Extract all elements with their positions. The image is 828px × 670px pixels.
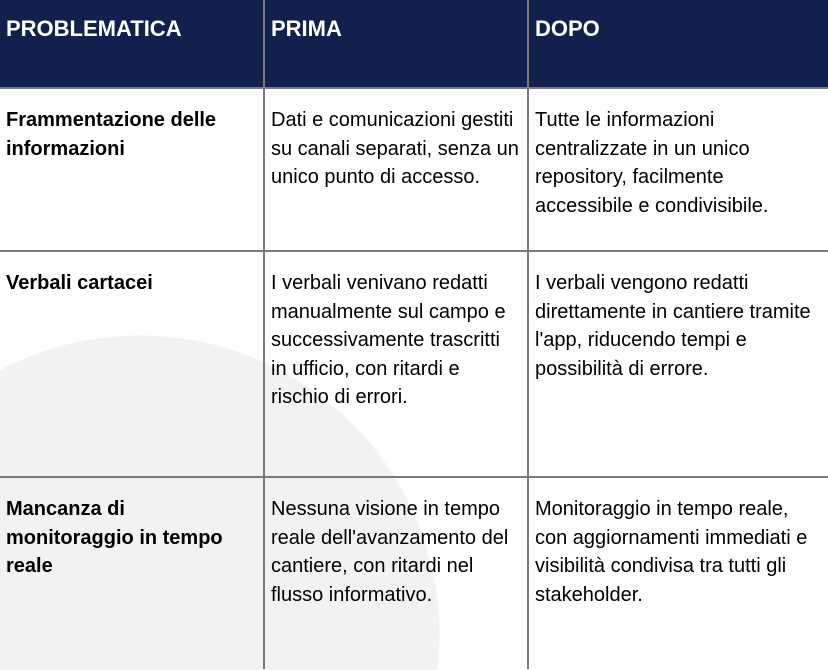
header-row	[0, 0, 828, 88]
header-prima: PRIMA	[264, 0, 528, 88]
after-cell: Monitoraggio in tempo reale, con aggiornamenti immediati e visibilità condivisa tra tutti gli stakeholder.	[528, 477, 828, 669]
problem-cell: Frammentazione delle informazioni	[0, 88, 264, 251]
header-problematica: PROBLEMATICA	[0, 0, 264, 88]
table-row	[0, 251, 828, 477]
table-row	[0, 88, 828, 251]
problem-cell: Verbali cartacei	[0, 251, 264, 477]
before-cell: Dati e comunicazioni gestiti su canali separati, senza un unico punto di accesso.	[264, 88, 528, 251]
before-cell: Nessuna visione in tempo reale dell'avanzamento del cantiere, con ritardi nel flusso informativo.	[264, 477, 528, 669]
table-row	[0, 477, 828, 669]
problem-cell: Mancanza di monitoraggio in tempo reale	[0, 477, 264, 669]
after-cell: Tutte le informazioni centralizzate in un unico repository, facilmente accessibile e condivisibile.	[528, 88, 828, 251]
before-cell: I verbali venivano redatti manualmente sul campo e successivamente trascritti in ufficio, con ritardi e rischio di errori.	[264, 251, 528, 477]
header-dopo: DOPO	[528, 0, 828, 88]
after-cell: I verbali vengono redatti direttamente in cantiere tramite l'app, riducendo tempi e possibilità di errore.	[528, 251, 828, 477]
